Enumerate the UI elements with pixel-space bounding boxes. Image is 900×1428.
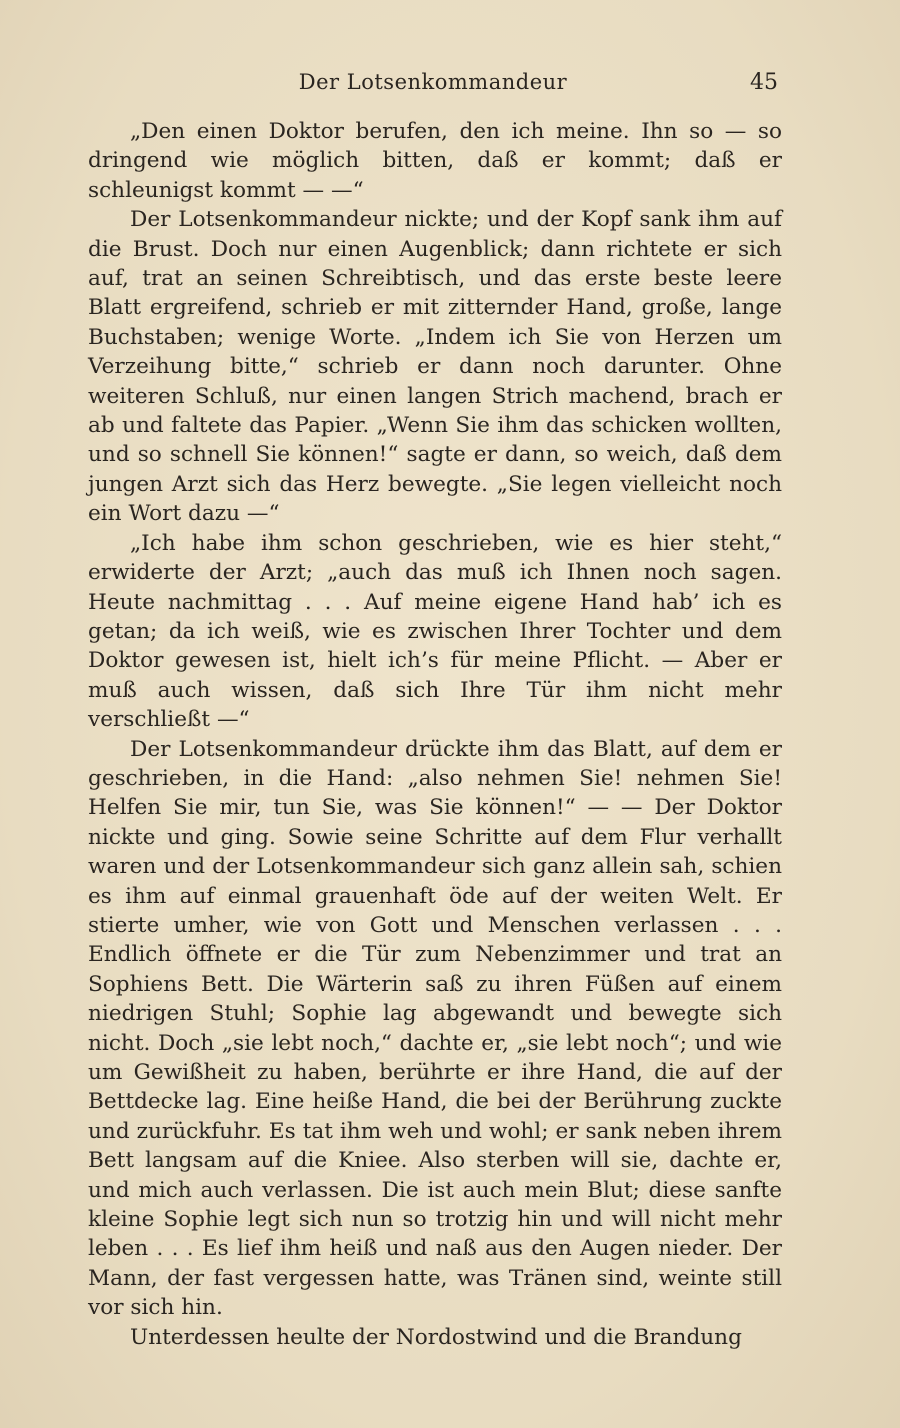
running-head bbox=[88, 70, 778, 100]
page-number: 45 bbox=[750, 70, 778, 95]
paragraph: Der Lotsenkommandeur drückte ihm das Blatt, auf dem er geschrieben, in die Hand: „also nehmen Sie! nehmen Sie! Helfen Sie mir, tun Sie, was Sie können!“ — — Der Doktor nickte und ging. Sowie seine Schritte auf dem Flur verhallt waren und der Lotsenkommandeur sich ganz allein sah, schien es ihm auf einmal grauenhaft öde auf der weiten Welt. Er stierte umher, wie von Gott und Menschen verlassen . . . Endlich öffnete er die Tür zum Nebenzimmer und trat an Sophiens Bett. Die Wärterin saß zu ihren Füßen auf einem niedrigen Stuhl; Sophie lag abgewandt und bewegte sich nicht. Doch „sie lebt noch,“ dachte er, „sie lebt noch“; und wie um Gewißheit zu haben, berührte er ihre Hand, die auf der Bettdecke lag. Eine heiße Hand, die bei der Berührung zuckte und zurückfuhr. Es tat ihm weh und wohl; er sank neben ihrem Bett langsam auf die Kniee. Also sterben will sie, dachte er, und mich auch verlassen. Die ist auch mein Blut; diese sanfte kleine Sophie legt sich nun so trotzig hin und will nicht mehr leben . . . Es lief ihm heiß und naß aus den Augen nieder. Der Mann, der fast vergessen hatte, was Tränen sind, weinte still vor sich hin. bbox=[88, 736, 782, 1321]
paragraph: Der Lotsenkommandeur nickte; und der Kopf sank ihm auf die Brust. Doch nur einen Augenblick; dann richtete er sich auf, trat an seinen Schreibtisch, und das erste beste leere Blatt ergreifend, schrieb er mit zitternder Hand, große, lange Buchstaben; wenige Worte. „Indem ich Sie von Herzen um Verzeihung bitte,“ schrieb er dann noch darunter. Ohne weiteren Schluß, nur einen langen Strich machend, brach er ab und faltete das Papier. „Wenn Sie ihm das schicken wollten, und so schnell Sie können!“ sagte er dann, so weich, daß dem jungen Arzt sich das Herz bewegte. „Sie legen vielleicht noch ein Wort dazu —“ bbox=[88, 207, 782, 527]
paragraph: Unterdessen heulte der Nordostwind und die Brandung bbox=[130, 1324, 742, 1350]
running-head-title: Der Lotsenkommandeur bbox=[298, 70, 568, 94]
body-text bbox=[88, 117, 782, 1352]
paragraph: „Ich habe ihm schon geschrieben, wie es hier steht,“ erwiderte der Arzt; „auch das muß ich Ihnen noch sagen. Heute nachmittag . . . Auf meine eigene Hand hab’ ich es getan; da ich weiß, wie es zwischen Ihrer Tochter und dem Doktor gewesen ist, hielt ich’s für meine Pflicht. — Aber er muß auch wissen, daß sich Ihre Tür ihm nicht mehr verschließt —“ bbox=[88, 530, 782, 733]
paragraph: „Den einen Doktor berufen, den ich meine. Ihn so — so dringend wie möglich bitten, daß er kommt; daß er schleunigst kommt — —“ bbox=[88, 119, 782, 203]
